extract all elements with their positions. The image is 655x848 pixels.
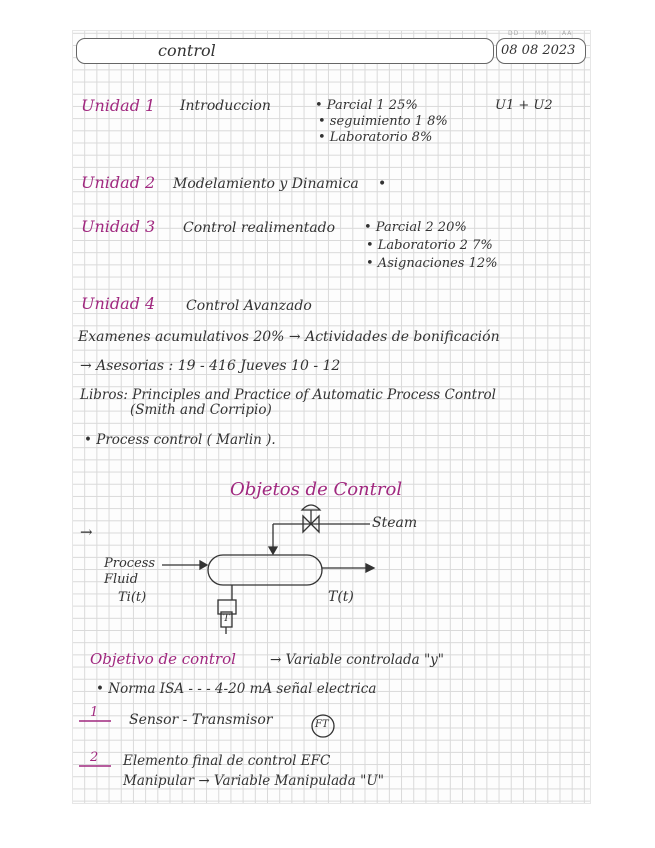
advising-note: → Asesorias : 19 - 416 Jueves 10 - 12 — [80, 358, 341, 374]
objective-title: Objetivo de control — [90, 650, 236, 668]
objective-rest: → Variable controlada "y" — [270, 652, 445, 668]
norma-line: • Norma ISA - - - 4-20 mA señal electrica — [96, 681, 377, 697]
unit-3-label: Unidad 3 — [81, 217, 156, 236]
books-line-1: Libros: Principles and Practice of Automatic Process Control — [80, 387, 496, 403]
books-line-3: • Process control ( Marlin ). — [84, 432, 276, 448]
page-date: 08 08 2023 — [501, 43, 576, 58]
fluid-label: Fluid — [104, 572, 139, 587]
tank — [208, 555, 322, 585]
unit-2-label: Unidad 2 — [81, 173, 156, 192]
grade-u1-2: • Laboratorio 8% — [318, 130, 433, 145]
page-title: control — [158, 41, 216, 60]
manip-line: Manipular → Variable Manipulada "U" — [123, 773, 384, 789]
efc-line: Elemento final de control EFC — [123, 753, 331, 769]
steam-label: Steam — [372, 515, 418, 531]
date-label-month: MM — [535, 30, 548, 37]
grade-u3-2: • Asignaciones 12% — [366, 256, 498, 271]
unit-2-bullet: • — [378, 176, 387, 192]
section-title: Objetos de Control — [230, 479, 403, 500]
control-valve — [302, 505, 320, 532]
item-two: 2 — [90, 750, 99, 765]
diagram-arrow: → — [80, 523, 93, 541]
ft-label: FT — [315, 719, 329, 730]
sensor-tag: T — [223, 613, 230, 624]
grade-u3-1: • Laboratorio 2 7% — [366, 238, 493, 253]
sensor-transmisor: Sensor - Transmisor — [129, 712, 273, 728]
date-label-year: AA — [562, 30, 573, 37]
books-line-2: (Smith and Corripio) — [130, 402, 272, 418]
unit-1-topic: Introduccion — [180, 98, 271, 114]
u1-u2-note: U1 + U2 — [495, 98, 553, 113]
t-out-label: T(t) — [328, 589, 354, 605]
unit-3-topic: Control realimentado — [183, 220, 336, 236]
unit-4-topic: Control Avanzado — [186, 298, 312, 314]
grade-u3-0: • Parcial 2 20% — [364, 220, 467, 235]
ti-label: Ti(t) — [118, 590, 147, 605]
exams-note: Examenes acumulativos 20% → Actividades de bonificación — [78, 329, 500, 345]
item-one: 1 — [90, 705, 99, 720]
unit-2-topic: Modelamiento y Dinamica — [173, 176, 359, 192]
unit-4-label: Unidad 4 — [81, 294, 156, 313]
grade-u1-1: • seguimiento 1 8% — [318, 114, 448, 129]
date-label-day: DD — [508, 30, 520, 37]
grade-u1-0: • Parcial 1 25% — [315, 98, 418, 113]
process-label: Process — [104, 556, 156, 571]
unit-1-label: Unidad 1 — [81, 96, 156, 115]
